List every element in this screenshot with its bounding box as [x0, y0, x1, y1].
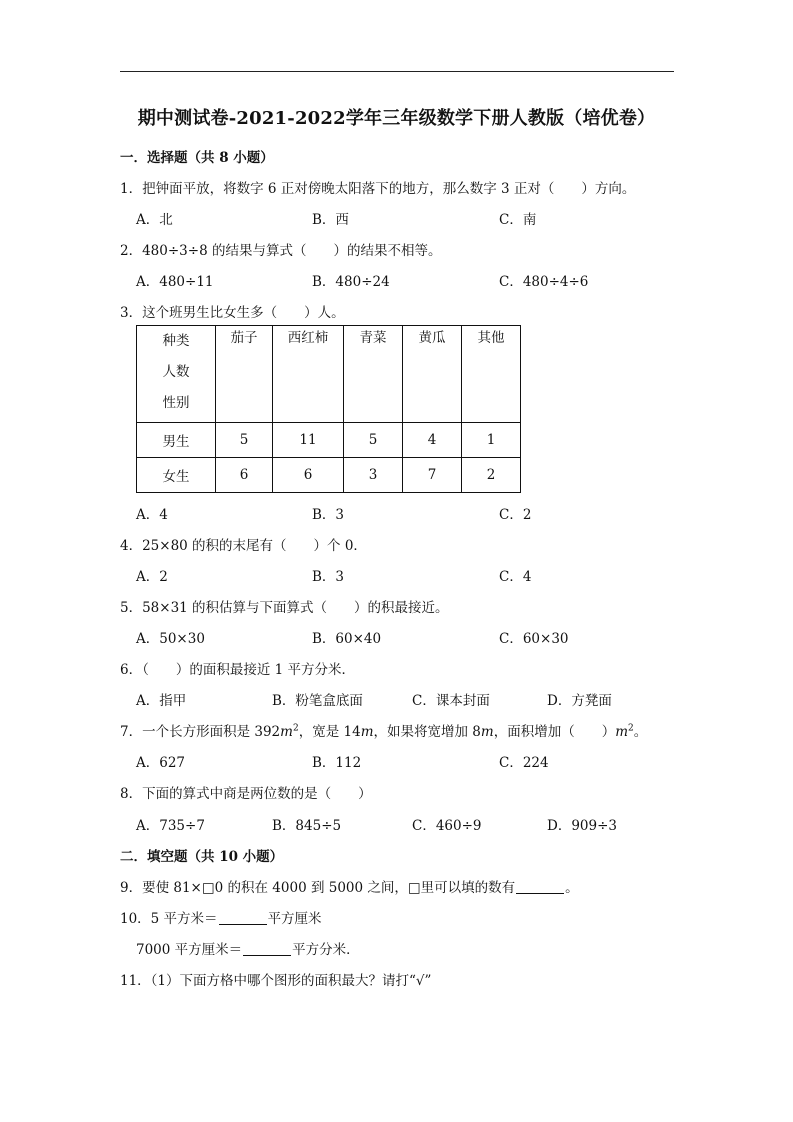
q5-option-b: B．60×40	[312, 631, 382, 647]
question-5: 5．58×31 的积估算与下面算式（ ）的积最接近。	[120, 600, 449, 616]
table-cell: 7	[403, 458, 462, 493]
header-line-count: 人数	[162, 364, 190, 380]
question-7: 7．一个长方形面积是 $392m^2$，宽是 14m，如果将宽增加 8m，面积增加（ ）$m^2$。	[120, 723, 648, 740]
q8-option-b: B．845÷5	[272, 818, 342, 834]
header-line-type: 种类	[162, 333, 190, 349]
q8-option-d: D．909÷3	[547, 818, 617, 834]
question-4: 4．25×80 的积的末尾有（ ）个 0．	[120, 538, 367, 554]
q2-option-b: B．480÷24	[312, 274, 390, 290]
q1-option-b: B．西	[312, 212, 349, 228]
q8-option-c: C．460÷9	[412, 818, 482, 834]
q6-option-a: A．指甲	[136, 693, 187, 709]
q2-option-c: C．480÷4÷6	[499, 274, 589, 290]
q7-option-c: C．224	[499, 755, 549, 771]
question-8: 8．下面的算式中商是两位数的是（ ）	[120, 786, 372, 802]
table-cell: 1	[462, 423, 521, 458]
q3-option-c: C．2	[499, 507, 532, 523]
table-col-header: 黄瓜	[403, 326, 462, 423]
table-cell: 5	[344, 423, 403, 458]
question-11: 11．（1）下面方格中哪个图形的面积最大？请打“√”	[120, 973, 432, 989]
table-row-label: 女生	[137, 458, 216, 493]
q6-option-c: C．课本封面	[412, 693, 490, 709]
table-row	[137, 458, 521, 493]
table-diagonal-header	[137, 326, 216, 423]
question-10-line-2: 7000 平方厘米＝ 平方分米．	[136, 942, 360, 958]
table-cell: 11	[273, 423, 344, 458]
table-cell: 5	[216, 423, 273, 458]
table-row-label: 男生	[137, 423, 216, 458]
question-3: 3．这个班男生比女生多（ ）人。	[120, 305, 345, 321]
table-cell: 3	[344, 458, 403, 493]
table-col-header: 茄子	[216, 326, 273, 423]
table-col-header: 西红柿	[273, 326, 344, 423]
table-cell: 2	[462, 458, 521, 493]
question-9: 9．要使 81×□0 的积在 4000 到 5000 之间，□里可以填的数有 。	[120, 880, 579, 896]
table-col-header: 其他	[462, 326, 521, 423]
table-cell: 6	[216, 458, 273, 493]
vegetable-table	[136, 325, 521, 493]
q7-option-b: B．112	[312, 755, 362, 771]
q4-option-c: C．4	[499, 569, 532, 585]
table-col-header: 青菜	[344, 326, 403, 423]
question-6: 6．（ ）的面积最接近 1 平方分米．	[120, 662, 356, 678]
question-10-line-1: 10．5 平方米＝ 平方厘米	[120, 911, 322, 927]
q2-option-a: A．480÷11	[136, 274, 214, 290]
q8-option-a: A．735÷7	[136, 818, 205, 834]
answer-blank[interactable]	[219, 910, 267, 925]
q3-option-b: B．3	[312, 507, 345, 523]
q7-option-a: A．627	[136, 755, 186, 771]
page-title: 期中测试卷-2021-2022学年三年级数学下册人教版（培优卷）	[137, 108, 656, 129]
q1-option-a: A．北	[136, 212, 173, 228]
question-1: 1．把钟面平放，将数字 6 正对傍晚太阳落下的地方，那么数字 3 正对（ ）方向。	[120, 181, 636, 197]
q4-option-b: B．3	[312, 569, 345, 585]
q1-option-c: C．南	[499, 212, 537, 228]
q5-option-c: C．60×30	[499, 631, 569, 647]
table-row	[137, 423, 521, 458]
header-line-gender: 性别	[162, 395, 190, 411]
section-choice-heading: 一．选择题（共 8 小题）	[120, 150, 274, 166]
q5-option-a: A．50×30	[136, 631, 205, 647]
answer-blank[interactable]	[243, 941, 291, 956]
table-cell: 4	[403, 423, 462, 458]
question-2: 2．480÷3÷8 的结果与算式（ ）的结果不相等。	[120, 243, 442, 259]
header-rule	[120, 71, 674, 72]
q6-option-d: D．方凳面	[547, 693, 612, 709]
q3-option-a: A．4	[136, 507, 168, 523]
table-cell: 6	[273, 458, 344, 493]
q6-option-b: B．粉笔盒底面	[272, 693, 363, 709]
answer-blank[interactable]	[516, 879, 564, 894]
section-fill-heading: 二．填空题（共 10 小题）	[120, 849, 284, 865]
q4-option-a: A．2	[136, 569, 168, 585]
